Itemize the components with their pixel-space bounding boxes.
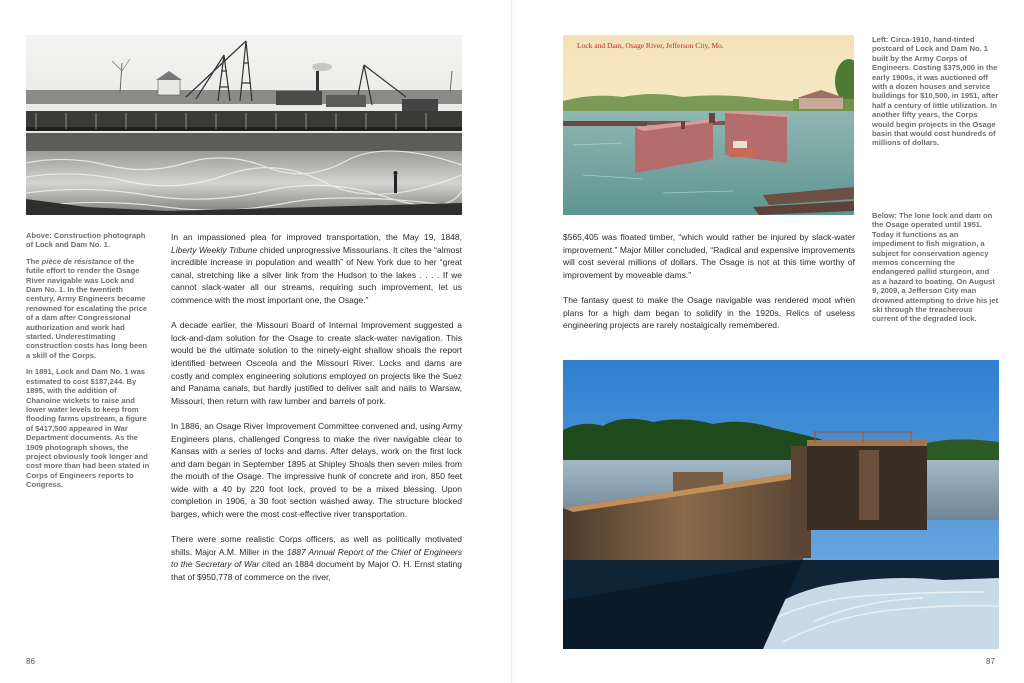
right-body-text bbox=[563, 231, 855, 344]
caption-text: The bbox=[26, 256, 42, 266]
body-paragraph: $565,405 was floated timber, “which would rather be injured by slack-water improvement.” Major Miller concluded, “Radical and expensive improvements will cost several millions of dollars. The Osage is not at this time worthy of improvement by moveable dams.” bbox=[563, 232, 855, 280]
left-body-text bbox=[171, 231, 462, 596]
body-text: In an impassioned plea for improved transportation, the May 19, 1848, bbox=[171, 232, 462, 242]
body-paragraph bbox=[171, 533, 462, 583]
page-number-right: 87 bbox=[986, 657, 995, 666]
lock-photo-caption bbox=[872, 211, 999, 331]
body-paragraph bbox=[171, 231, 462, 307]
postcard-caption bbox=[872, 35, 999, 155]
caption-text: of the futile effort to render the Osage River navigable was Lock and Dam No. 1. In the twentieth century, Army Engineers became renowned for escalating the price of a dam after Congressional authorization and work had started. Underestimating construction costs has long been a skill of the Corps. bbox=[26, 256, 148, 360]
newspaper-title: Liberty Weekly Tribune bbox=[171, 244, 258, 255]
caption-paragraph bbox=[26, 257, 150, 360]
postcard-title: Lock and Dam, Osage River, Jefferson City, Mo. bbox=[577, 41, 724, 50]
body-paragraph: A decade earlier, the Missouri Board of Internal Improvement suggested a lock-and-dam solution for the Osage to create slack-water navigation. This would be the ultimate solution to the ninety-eight shallow shoals the report identified between Osceola and the Missouri River. Locks and dams are costly and complex engineering solutions employed on projects like the Suez and Panama canals, but hardly justified to deliver salt and nails to Warsaw, Missouri, then return with raw lumber and barrels of pork. bbox=[171, 320, 462, 406]
body-paragraph: The fantasy quest to make the Osage navigable was rendered moot when plans for a high dam began to solidify in the 1920s. Relics of useless engineering projects are rarely nostalgically remembered. bbox=[563, 294, 855, 331]
body-text: There were some realistic Corps officers, as well as politically motivated shills. Major A.M. Miller in the bbox=[171, 534, 462, 557]
body-text: cited an 1884 document by Major O. H. Ernst stating that of $950,778 of commerce on the river, bbox=[171, 559, 462, 583]
construction-photo bbox=[26, 35, 462, 215]
postcard-image bbox=[563, 35, 854, 215]
report-title: 1887 Annual Report of the Chief of Engineers to the Secretary of War bbox=[171, 546, 463, 570]
caption-paragraph: Left: Circa-1910, hand-tinted postcard of Lock and Dam No. 1 built by the Army Corps of Engineers. Costing $375,000 in the early 1900s, it was auctioned off with a dozen houses and service buildings for $10,500, in 1951, after half a century of little utilization. In another fifty years, the Corps would begin projects in the Osage basin that would cost hundreds of millions of dollars. bbox=[872, 35, 999, 148]
caption-paragraph: Above: Construction photograph of Lock and Dam No. 1. bbox=[26, 231, 146, 250]
body-text: chided unprogressive Missourians. It cites the “almost incredible increase in population and wealth” of New York due to her “great canal, stretching like a silver link from the Hudson to the lakes . . . . If we cannot slack-water all our streams, requiring such improvement, let us commence with the most important one, the Osage.” bbox=[171, 244, 463, 305]
construction-photo-caption bbox=[26, 231, 150, 497]
caption-paragraph: In 1891, Lock and Dam No. 1 was estimated to cost $187,244. By 1895, with the addition of Chanoine wickets to raise and lower water levels to keep from flooding farms upstream, a figure of $417,500 appeared in War Department documents. As the 1909 photograph shows, the project obviously took longer and cost more than had been stated in Corps of Engineers reports to Congress. bbox=[26, 367, 150, 490]
caption-italic-text: pièce de résistance bbox=[41, 256, 112, 266]
body-paragraph: In 1886, an Osage River Improvement Committee convened and, using Army Engineers plans, challenged Congress to make the river navigable clear to Kansas with a series of locks and dams. After delays, work on the first lock and dam began in September 1895 at Shipley Shoals then seven miles from the mouth of the Osage. The impressive hunk of concrete and iron, 850 feet wide with a 40 by 220 foot lock, proved to be a mixed blessing. Upon completion in 1906, a 30 foot section washed away. The structure blocked barges, which were the most cost-effective river transportation. bbox=[171, 420, 462, 520]
lock-photo bbox=[563, 360, 999, 649]
caption-paragraph: Below: The lone lock and dam on the Osage operated until 1951. Today it functions as an impediment to fish migration, a subject for conservation agency memos concerning the endangered pallid sturgeon, and as a hazard to boating. On August 9, 2009, a Jefferson City man drowned attempting to drive his jet ski through the treacherous current of the degraded lock. bbox=[872, 211, 999, 324]
gutter bbox=[511, 0, 513, 683]
page-number-left: 86 bbox=[26, 657, 35, 666]
